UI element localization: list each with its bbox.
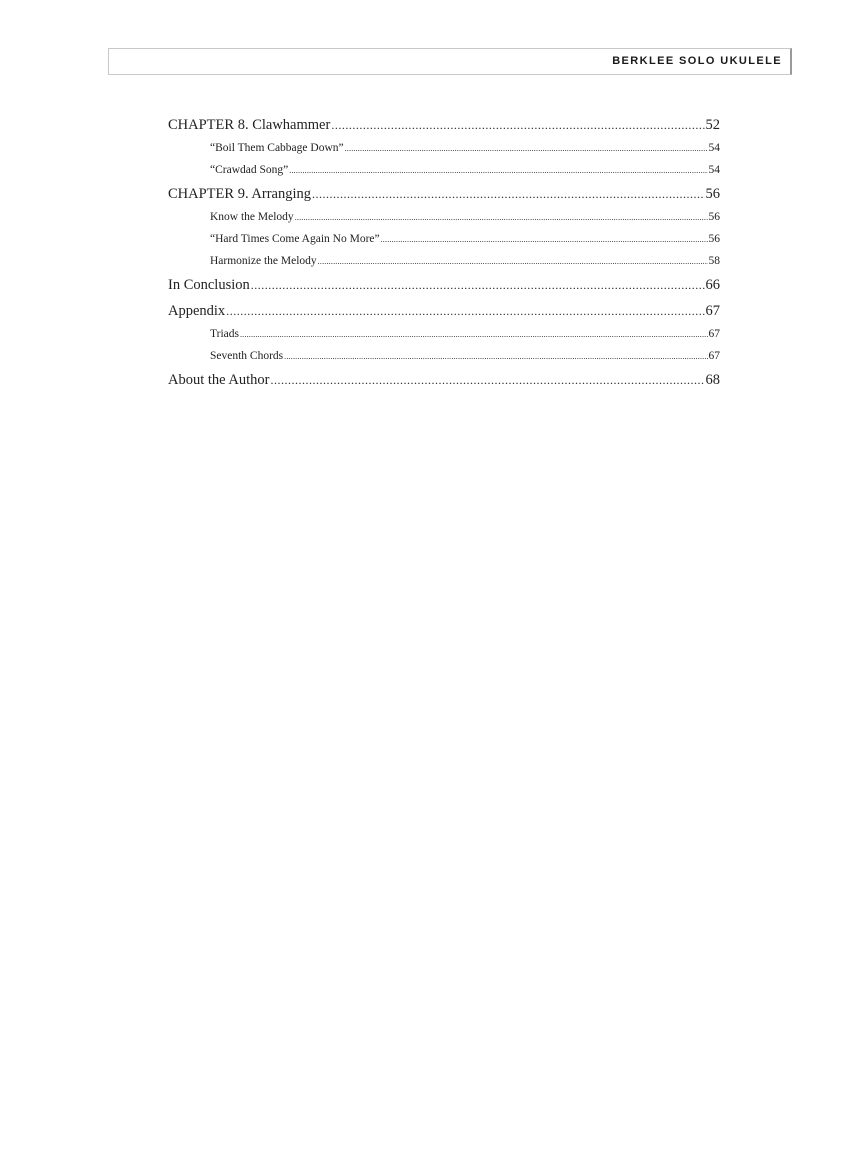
toc-subentry-label: “Hard Times Come Again No More” <box>210 233 380 245</box>
dot-leader <box>251 275 705 295</box>
toc-subentry-label: Know the Melody <box>210 211 294 223</box>
toc-subentry-label: Harmonize the Melody <box>210 255 317 267</box>
dot-leader <box>284 346 707 368</box>
toc-entry-label: CHAPTER 8. Clawhammer <box>168 117 331 133</box>
toc-subentry-label: “Crawdad Song” <box>210 164 289 176</box>
toc-entry-page: 52 <box>705 117 720 133</box>
dot-leader <box>289 160 707 182</box>
toc-subentry-page: 54 <box>708 164 720 176</box>
toc-subentry-triads[interactable] <box>168 323 720 345</box>
toc-entry-in-conclusion[interactable] <box>168 275 720 301</box>
toc-subentry-know-the-melody[interactable] <box>168 206 720 228</box>
toc-subentry-page: 67 <box>708 328 720 340</box>
dot-leader <box>381 229 708 251</box>
toc-entry-page: 67 <box>705 303 720 319</box>
running-header <box>108 48 792 75</box>
dot-leader <box>331 115 704 135</box>
toc-subentry-seventh-chords[interactable] <box>168 345 720 367</box>
toc-subentry-label: “Boil Them Cabbage Down” <box>210 142 344 154</box>
toc-subentry-crawdad-song[interactable] <box>168 159 720 181</box>
toc-subentry-page: 54 <box>708 142 720 154</box>
dot-leader <box>345 138 708 160</box>
toc-entry-page: 68 <box>705 372 720 388</box>
dot-leader <box>271 370 705 390</box>
toc-entry-label: In Conclusion <box>168 277 250 293</box>
toc-subentry-label: Seventh Chords <box>210 350 284 362</box>
toc-entry-about-the-author[interactable] <box>168 370 720 396</box>
toc-subentry-harmonize-the-melody[interactable] <box>168 250 720 272</box>
toc-entry-label: Appendix <box>168 303 226 319</box>
dot-leader <box>240 324 708 346</box>
dot-leader <box>226 301 704 321</box>
dot-leader <box>295 207 708 229</box>
toc-subentry-boil-them-cabbage-down[interactable] <box>168 137 720 159</box>
dot-leader <box>312 184 705 204</box>
toc-entry-page: 56 <box>705 186 720 202</box>
running-header-title: BERKLEE SOLO UKULELE <box>612 55 782 67</box>
toc-entry-label: CHAPTER 9. Arranging <box>168 186 311 202</box>
toc-subentry-page: 56 <box>708 211 720 223</box>
dot-leader <box>318 251 708 273</box>
toc-subentry-hard-times[interactable] <box>168 228 720 250</box>
toc-entry-page: 66 <box>705 277 720 293</box>
toc-entry-label: About the Author <box>168 372 270 388</box>
toc-subentry-page: 67 <box>708 350 720 362</box>
toc-subentry-label: Triads <box>210 328 239 340</box>
toc-subentry-page: 56 <box>708 233 720 245</box>
toc-subentry-page: 58 <box>708 255 720 267</box>
table-of-contents <box>168 115 720 396</box>
